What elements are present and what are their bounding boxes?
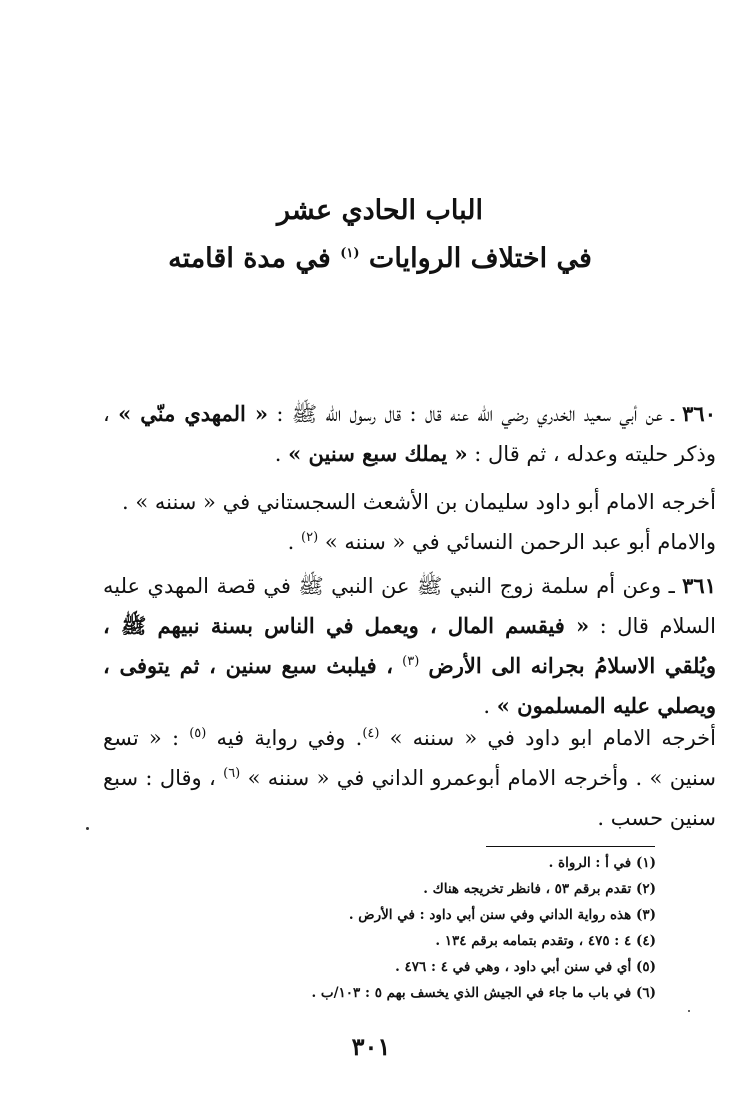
source-text: أخرجه الامام ابو داود في « سننه »	[389, 726, 716, 750]
source-line: أخرجه الامام أبو داود سليمان بن الأشعث السجستاني في « سننه » .	[121, 490, 716, 514]
footnote-ref-3: (٣)	[402, 654, 420, 669]
chapter-subtitle-end: في مدة اقامته	[168, 243, 331, 274]
hadith-quote: ، فيلبث سبع سنين ، ثم يتوفى ، ويصلي عليه المسلمون »	[103, 653, 716, 718]
source-paragraph-360	[103, 482, 716, 562]
source-text: : « تسع سنين » . وأخرجه الامام أبوعمرو الداني في « سننه »	[103, 726, 716, 790]
page-number: ٣٠١	[351, 1032, 391, 1061]
hadith-text: .	[274, 442, 289, 466]
footnote-ref-4: (٤)	[362, 726, 380, 741]
source-text: ، وقال : سبع سنين حسب .	[103, 766, 716, 830]
hadith-text: .	[483, 694, 497, 718]
scan-speck	[688, 1010, 690, 1012]
source-paragraph-361	[103, 718, 716, 838]
footnote-6: (٦) في باب ما جاء في الجيش الذي يخسف بهم ٥ : ١٠٣/ب .	[311, 985, 656, 1001]
footnote-ref-6: (٦)	[223, 766, 241, 781]
chapter-subtitle-start: في اختلاف الروايات	[368, 243, 592, 274]
hadith-quote: « يملك سبع سنين »	[288, 441, 468, 466]
hadith-text: ، وذكر حليته وعدله ، ثم قال :	[103, 402, 716, 466]
hadith-quote: « المهدي منّي »	[118, 401, 268, 426]
footnotes	[200, 850, 656, 1006]
footnote-ref-1: (١)	[340, 246, 360, 261]
footnote-4: (٤) ٤ : ٤٧٥ ، وتقدم بتمامه برقم ١٣٤ .	[435, 933, 656, 949]
hadith-text: ـ عن أبي سعيد الخدري رضي الله عنه قال : قال رسول الله ﷺ :	[267, 402, 683, 426]
source-text: .	[287, 530, 301, 554]
source-text: . وفي رواية فيه	[216, 726, 363, 750]
footnote-divider	[486, 846, 655, 847]
hadith-number: ٣٦١	[682, 573, 716, 598]
source-line	[103, 522, 716, 562]
hadith-text: ـ وعن أم سلمة زوج النبي ﷺ عن النبي ﷺ في قصة المهدي عليه السلام قال :	[103, 574, 716, 638]
hadith-quote: « فيقسم المال ، ويعمل في الناس بسنة نبيهم ﷺ ، ويُلقي الاسلامُ بجرانه الى الأرض	[103, 613, 716, 678]
footnote-5: (٥) أي في سنن أبي داود ، وهي في ٤ : ٤٧٦ .	[395, 959, 656, 975]
chapter-title: الباب الحادي عشر	[277, 195, 483, 226]
footnote-ref-2: (٢)	[301, 530, 319, 545]
scan-speck	[86, 827, 89, 830]
hadith-paragraph-360	[103, 394, 716, 474]
source-text: والامام أبو عبد الرحمن النسائي في « سننه »	[324, 530, 716, 554]
footnote-3: (٣) هذه رواية الداني وفي سنن أبي داود : في الأرض .	[348, 907, 656, 923]
footnote-2: (٢) تقدم برقم ٥٣ ، فانظر تخريجه هناك .	[423, 881, 656, 897]
hadith-paragraph-361	[103, 566, 716, 726]
footnote-1: (١) في أ : الرواة .	[548, 855, 656, 871]
chapter-subtitle	[100, 242, 660, 276]
hadith-number: ٣٦٠	[682, 401, 716, 426]
footnote-ref-5: (٥)	[189, 726, 207, 741]
